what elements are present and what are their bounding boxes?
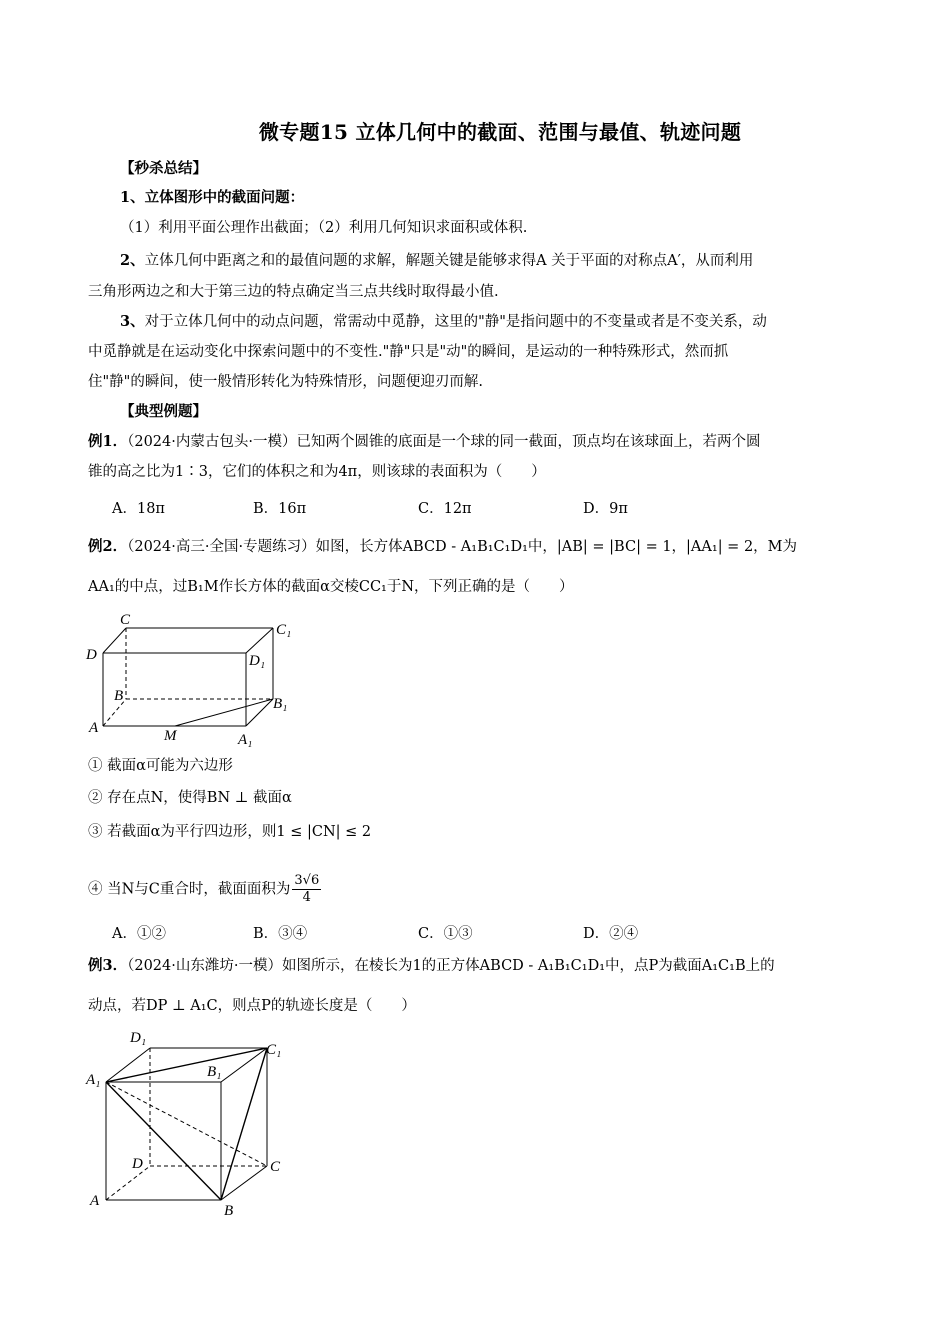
fig3-label-c1: C₁ xyxy=(266,1042,282,1058)
area-fraction-numerator: 3√6 xyxy=(294,873,320,888)
page-title: 微专题15 立体几何中的截面、范围与最值、轨迹问题 xyxy=(258,120,742,144)
fig3-label-a: A xyxy=(90,1193,100,1209)
summary-point-3-number: 3、 xyxy=(120,313,145,330)
summary-point-2-number: 2、 xyxy=(120,252,145,269)
example-2-option-d: D．②④ xyxy=(583,926,639,942)
summary-point-1-text: （1）利用平面公理作出截面；（2）利用几何知识求面积或体积. xyxy=(120,220,528,236)
example-1-text: （2024·内蒙古包头·一模）已知两个圆锥的底面是一个球的同一截面，顶点均在该球面上，若两个圆 xyxy=(127,434,761,450)
example-1-line-1 xyxy=(88,431,760,453)
cube-figure xyxy=(80,1022,300,1222)
example-1-option-c: C．12π xyxy=(418,501,472,517)
fig2-label-c1: C₁ xyxy=(276,622,292,638)
fig2-label-b: B xyxy=(114,688,124,704)
summary-point-1-title: 1、立体图形中的截面问题： xyxy=(120,189,305,206)
summary-point-2-line-2: 三角形两边之和大于第三边的特点确定当三点共线时取得最小值. xyxy=(88,284,499,300)
example-1-option-a: A．18π xyxy=(112,501,165,517)
fig2-label-b1: B₁ xyxy=(273,696,288,712)
fig2-label-d: D xyxy=(86,647,97,663)
example-3-text: （2024·山东潍坊·一模）如图所示，在棱长为1的正方体ABCD - A₁B₁C₁D₁中，点P为截面A₁C₁B上的 xyxy=(127,958,775,974)
fig2-label-d1: D₁ xyxy=(249,653,266,669)
example-3-line-1 xyxy=(88,955,775,977)
area-fraction-denominator: 4 xyxy=(302,890,311,905)
summary-heading: 【秒杀总结】 xyxy=(120,160,207,177)
summary-point-3-line-3: 住"静"的瞬间，使一般情形转化为特殊情形，问题便迎刃而解. xyxy=(88,374,483,390)
example-2-statement-3: ③ 若截面α为平行四边形，则1 ≤ |CN| ≤ 2 xyxy=(88,824,372,840)
fig3-label-b1: B₁ xyxy=(207,1064,222,1080)
example-2-statement-1: ① 截面α可能为六边形 xyxy=(88,758,233,774)
example-1-line-2: 锥的高之比为1∶3，它们的体积之和为4π，则该球的表面积为（ ） xyxy=(88,464,546,480)
example-1-option-d: D．9π xyxy=(583,501,628,517)
example-2-line-2: AA₁的中点，过B₁M作长方体的截面α交棱CC₁于N，下列正确的是（ ） xyxy=(88,579,574,595)
example-2-statement-2: ② 存在点N，使得BN ⊥ 截面α xyxy=(88,790,292,806)
summary-point-2-text: 立体几何中距离之和的最值问题的求解，解题关键是能够求得A 关于平面的对称点A′，从而利用 xyxy=(144,253,754,269)
example-3-label: 例3． xyxy=(88,957,128,974)
example-1-label: 例1． xyxy=(88,433,128,450)
example-2-text: （2024·高三·全国·专题练习）如图，长方体ABCD - A₁B₁C₁D₁中，|AB| = |BC| = 1，|AA₁| = 2，M为 xyxy=(127,539,798,555)
example-2-option-a: A．①② xyxy=(112,926,166,942)
example-3-line-2: 动点，若DP ⊥ A₁C，则点P的轨迹长度是（ ） xyxy=(88,998,416,1014)
example-2-option-c: C．①③ xyxy=(418,926,473,942)
examples-heading: 【典型例题】 xyxy=(120,403,207,420)
example-2-line-1 xyxy=(88,536,797,558)
example-2-statement-4 xyxy=(88,873,321,906)
fig3-label-a1: A₁ xyxy=(86,1072,101,1088)
fig2-label-a: A xyxy=(89,720,99,736)
area-fraction xyxy=(292,873,321,906)
example-2-statement-4-text: ④ 当N与C重合时，截面面积为 xyxy=(88,881,291,898)
summary-point-3-text: 对于立体几何中的动点问题，常需动中觅静，这里的"静"是指问题中的不变量或者是不变关系，动 xyxy=(144,314,767,330)
example-1-option-b: B．16π xyxy=(253,501,307,517)
fig3-label-d: D xyxy=(132,1156,143,1172)
fig2-label-a1: A₁ xyxy=(238,732,253,748)
fig3-label-d1: D₁ xyxy=(130,1030,147,1046)
fig3-label-b: B xyxy=(224,1203,234,1219)
summary-point-3-line-1 xyxy=(120,311,767,333)
summary-point-3-line-2: 中觅静就是在运动变化中探索问题中的不变性."静"只是"动"的瞬间，是运动的一种特殊形式，然而抓 xyxy=(88,344,729,360)
fig3-label-c: C xyxy=(270,1159,281,1175)
example-2-option-b: B．③④ xyxy=(253,926,308,942)
fig2-label-c: C xyxy=(120,612,131,628)
cuboid-figure xyxy=(80,608,310,748)
example-2-label: 例2． xyxy=(88,538,128,555)
fig2-label-m: M xyxy=(164,728,177,744)
summary-point-2-line-1 xyxy=(120,250,753,272)
